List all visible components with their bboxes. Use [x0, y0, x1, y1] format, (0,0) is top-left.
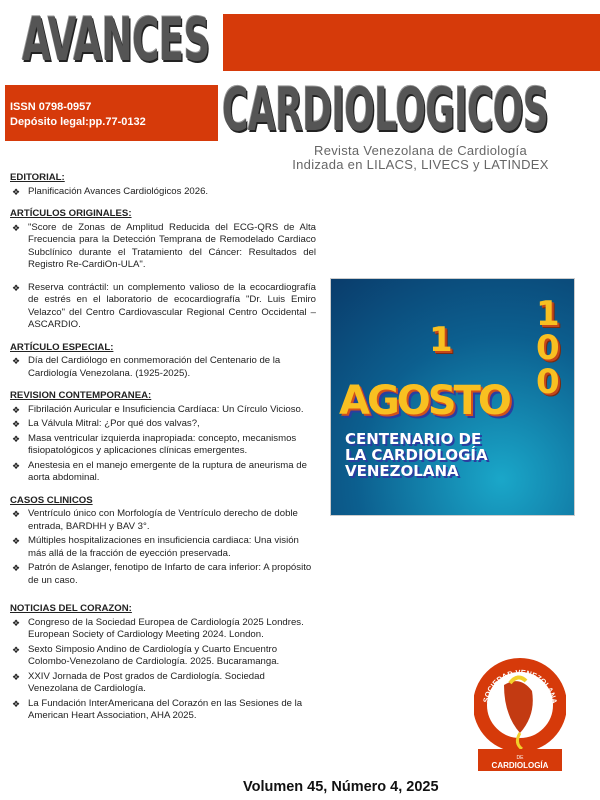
toc-item-text: Ventrículo único con Morfología de Ventrículo derecho de doble entrada, BARDHH y BAV 3°. — [28, 508, 298, 532]
toc-item — [10, 698, 316, 723]
toc-item-text: Reserva contráctil: un complemento valioso de la ecocardiografía de estrés en el laboratorio de ecocardiografía "Dr. Luis Emiro Velazco" del Centro Cardiovascular Regional Centro Occidental – ASCARDIO. — [28, 281, 316, 330]
toc-item — [10, 222, 316, 272]
sociedad-venezolana-logo — [474, 655, 566, 777]
diamond-bullet-icon: ❖ — [12, 433, 21, 444]
svg-text:DE: DE — [516, 755, 524, 761]
section-heading: ARTÍCULOS ORIGINALES: — [10, 208, 132, 219]
section-3 — [10, 390, 316, 485]
toc-item-text: Sexto Simposio Andino de Cardiología y Cuarto Encuentro Colombo-Venezolano de Cardiología. 2025. Bucaramanga. — [28, 643, 280, 667]
title-avances: AVANCES — [22, 5, 210, 75]
section-heading: NOTICIAS DEL CORAZON: — [10, 603, 132, 614]
toc-item — [10, 404, 316, 417]
diamond-bullet-icon: ❖ — [12, 222, 21, 233]
toc-item — [10, 355, 316, 380]
section-2 — [10, 342, 316, 381]
toc-item-text: Masa ventricular izquierda inapropiada: concepto, mecanismos fisiopatológicos y aplicaciones clínicas emergentes. — [28, 432, 297, 456]
subtitle-line-1: Revista Venezolana de Cardiología — [314, 143, 527, 158]
toc-item-text: "Score de Zonas de Amplitud Reducida del ECG-QRS de Alta Frecuencia para la Detección Temprana de Remodelado Cardiaco Subclínico durante el Tratamiento del Cáncer: Resultados del Registro Re-CardiOn-ULA". — [28, 221, 316, 270]
issn-block — [10, 100, 146, 130]
diamond-bullet-icon: ❖ — [12, 404, 21, 415]
section-heading: EDITORIAL: — [10, 172, 65, 183]
diamond-bullet-icon: ❖ — [12, 563, 21, 573]
toc-item-text: La Fundación InterAmericana del Corazón en las Sesiones de la American Heart Association, AHA 2025. — [28, 697, 303, 721]
subtitle-line-2: Indizada en LILACS, LIVECS y LATINDEX — [292, 157, 549, 172]
diamond-bullet-icon: ❖ — [12, 536, 21, 546]
diamond-bullet-icon: ❖ — [12, 419, 21, 429]
toc-item — [10, 418, 316, 431]
toc-item — [10, 508, 316, 533]
svg-text:CARDIOLOGÍA: CARDIOLOGÍA — [491, 761, 549, 770]
toc-item-text: Patrón de Aslanger, fenotipo de Infarto de cara inferior: A propósito de un caso. — [28, 562, 312, 586]
diamond-bullet-icon: ❖ — [12, 356, 21, 366]
toc-item-text: Fibrilación Auricular e Insuficiencia Cardíaca: Un Círculo Vicioso. — [28, 403, 304, 415]
caption-line-3: VENEZOLANA — [345, 462, 459, 480]
table-of-contents — [10, 172, 316, 733]
toc-item — [10, 644, 316, 669]
toc-item-text: Múltiples hospitalizaciones en insuficiencia cardiaca: Una visión más allá de la fracción de eyección preservada. — [28, 535, 299, 559]
issn: ISSN 0798-0957 — [10, 101, 92, 113]
toc-item-text: Día del Cardiólogo en conmemoración del Centenario de la Cardiología Venezolana. (1925-2025). — [28, 355, 281, 379]
toc-item — [10, 535, 316, 560]
section-0 — [10, 172, 316, 198]
section-heading: REVISION CONTEMPORANEA: — [10, 390, 152, 401]
toc-item-text: La Válvula Mitral: ¿Por qué dos valvas?, — [28, 418, 200, 429]
diamond-bullet-icon: ❖ — [12, 671, 21, 682]
volume-number: Volumen 45, Número 4, 2025 — [243, 779, 439, 795]
toc-item-text: XXIV Jornada de Post grados de Cardiología. Sociedad Venezolana de Cardiología. — [28, 670, 265, 694]
deposito-legal: Depósito legal:pp.77-0132 — [10, 116, 146, 128]
diamond-bullet-icon: ❖ — [12, 186, 21, 197]
toc-item-text: Anestesia en el manejo emergente de la ruptura de aneurisma de aorta abdominal. — [28, 459, 307, 483]
diamond-bullet-icon: ❖ — [12, 282, 21, 293]
section-heading: ARTÍCULO ESPECIAL: — [10, 341, 114, 353]
caption-line-1: CENTENARIO DE — [345, 430, 482, 448]
caption-line-2: LA CARDIOLOGÍA — [345, 446, 488, 464]
diamond-bullet-icon: ❖ — [12, 644, 21, 655]
centenario-caption — [345, 431, 488, 479]
toc-item-text: Planificación Avances Cardiológicos 2026. — [28, 185, 209, 197]
diamond-bullet-icon: ❖ — [12, 460, 21, 471]
section-heading: CASOS CLINICOS — [10, 494, 93, 506]
toc-item — [10, 433, 316, 458]
diamond-bullet-icon: ❖ — [12, 617, 21, 628]
centenario-cover-image — [330, 278, 575, 516]
section-5 — [10, 603, 316, 723]
toc-item — [10, 562, 316, 587]
toc-item — [10, 671, 316, 696]
svg-text:SOCIEDAD VENEZOLANA: SOCIEDAD VENEZOLANA — [481, 667, 559, 705]
diamond-bullet-icon: ❖ — [12, 698, 21, 709]
title-cardiologicos: CARDIOLOGICOS — [222, 75, 549, 145]
toc-item-text: Congreso de la Sociedad Europea de Cardiología 2025 Londres. European Society of Cardiology Meeting 2024. London. — [28, 616, 304, 640]
header-bar-top — [223, 14, 600, 71]
section-1 — [10, 208, 316, 332]
digits-right: 100 — [536, 294, 560, 402]
toc-item — [10, 186, 316, 199]
digit-left: 1 — [429, 320, 453, 360]
toc-item — [10, 460, 316, 485]
section-4 — [10, 495, 316, 588]
journal-subtitle — [258, 144, 583, 172]
diamond-bullet-icon: ❖ — [12, 509, 21, 519]
agosto-word: AGOSTO — [339, 378, 509, 424]
toc-item — [10, 282, 316, 332]
toc-item — [10, 617, 316, 642]
